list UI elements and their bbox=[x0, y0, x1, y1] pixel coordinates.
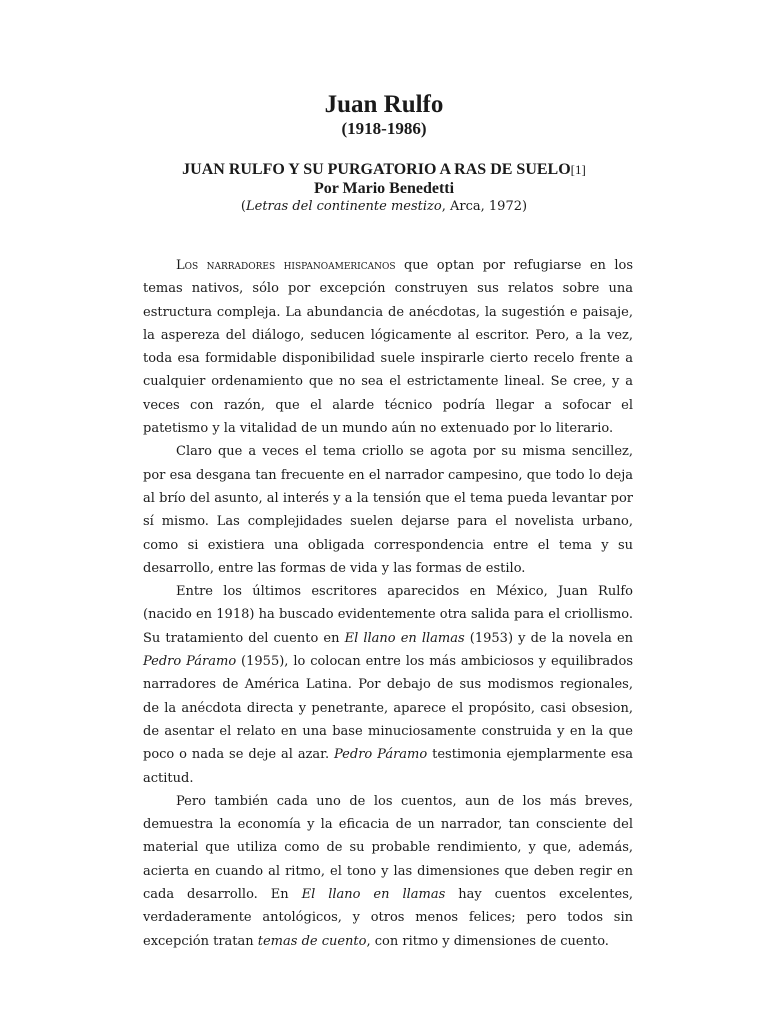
source-open-paren: ( bbox=[240, 199, 246, 214]
essay-title-text: JUAN RULFO Y SU PURGATORIO A RAS DE SUELO bbox=[182, 161, 571, 178]
paragraph-3-text-c: (1955), lo colocan entre los más ambiciosos y equilibrados narradores de América Latina. Por debajo de sus modismos regionales, de la anécdota directa y penetrante, aparece el propósito, casi obsesion, de asentar el relato en una base minuciosamente construida y en la que poco o nada se deje al azar. bbox=[143, 654, 633, 763]
paragraph-3-text-d: testimonia ejemplarmente esa actitud. bbox=[143, 747, 633, 786]
essay-title bbox=[0, 160, 768, 180]
source-book-title: Letras del continente mestizo bbox=[246, 199, 442, 214]
paragraph-1 bbox=[143, 254, 633, 440]
book-title-pedro-paramo-2: Pedro Páramo bbox=[334, 747, 428, 763]
book-title-el-llano-2: El llano en llamas bbox=[301, 887, 446, 903]
footnote-reference-link[interactable]: [1] bbox=[570, 162, 586, 177]
paragraph-4-text-b: hay cuentos excelentes, verdaderamente antológicos, y otros menos felices; pero todos sin excepción tratan bbox=[143, 887, 633, 949]
paragraph-1-text: que optan por refugiarse en los temas nativos, sólo por excepción construyen sus relatos sobre una estructura compleja. La abundancia de anécdotas, la sugestión e paisaje, la aspereza del diálogo, seducen lógicamente al escritor. Pero, a la vez, toda esa formidable disponibilidad suele inspirarle cierto recelo frente a cualquier ordenamiento que no sea el estrictamente lineal. Se cree, y a veces con razón, que el alarde técnico podría llegar a sofocar el patetismo y la vitalidad de un mundo aún no extenuado por lo literario. bbox=[143, 258, 633, 437]
source-publisher-year: , Arca, 1972) bbox=[441, 199, 528, 214]
author-name: Juan Rulfo bbox=[324, 91, 444, 118]
essay-byline: Por Mario Benedetti bbox=[313, 180, 455, 197]
essay-body bbox=[143, 254, 633, 953]
book-title-pedro-paramo: Pedro Páramo bbox=[143, 654, 237, 670]
paragraph-3-text-b: (1953) y de la novela en bbox=[464, 630, 634, 646]
paragraph-4 bbox=[143, 790, 633, 953]
author-years: (1918-1986) bbox=[341, 119, 427, 138]
paragraph-3-text-a: Entre los últimos escritores aparecidos en México, Juan Rulfo (nacido en 1918) ha buscado evidentemente otra salida para el criollismo. Su tratamiento del cuento en bbox=[143, 584, 633, 646]
book-title-el-llano: El llano en llamas bbox=[344, 630, 465, 646]
paragraph-1-lead: Los narradores hispanoamericanos bbox=[176, 258, 396, 273]
paragraph-4-text-a: Pero también cada uno de los cuentos, aun de los más breves, demuestra la economía y la eficacia de un narrador, tan consciente del material que utiliza como de su probable rendimiento, y que, además, acierta en cuando al ritmo, el tono y las dimensiones que deben regir en cada desarrollo. En bbox=[143, 793, 633, 903]
essay-source bbox=[0, 197, 768, 217]
phrase-temas-de-cuento: temas de cuento bbox=[257, 933, 367, 949]
paragraph-2: Claro que a veces el tema criollo se agota por su misma sencillez, por esa desgana tan frecuente en el narrador campesino, que todo lo deja al brío del asunto, al interés y a la tensión que el tema pueda levantar por sí mismo. Las complejidades suelen dejarse para el novelista urbano, como si existiera una obligada correspondencia entre el tema y su desarrollo, entre las formas de vida y las formas de estilo. bbox=[143, 444, 633, 576]
paragraph-4-text-c: , con ritmo y dimensiones de cuento. bbox=[366, 933, 609, 949]
paragraph-3 bbox=[143, 580, 633, 790]
